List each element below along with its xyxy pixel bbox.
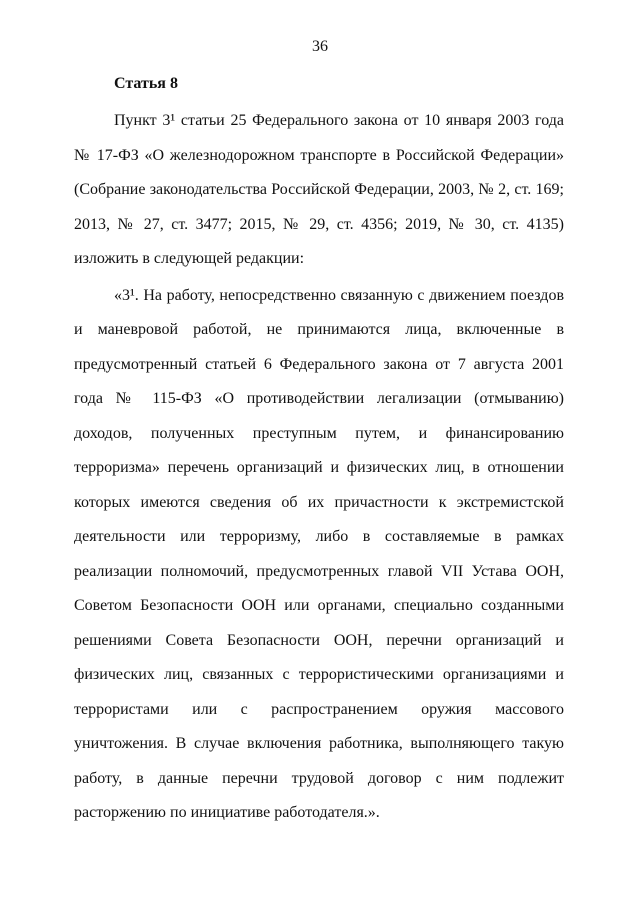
page-number: 36: [312, 38, 328, 55]
article-heading: Статья 8: [114, 75, 178, 92]
amendment-text-paragraph: «3¹. На работу, непосредственно связанную с движением поездов и маневровой работой, не принимаются лица, включенные в предусмотренный статьей 6 Федерального закона от 7 августа 2001 года № 115-ФЗ «О противодействии легализации (отмыванию) доходов, полученных преступным путем, и финансированию терроризма» перечень организаций и физических лиц, в отношении которых имеются сведения об их причастности к экстремистской деятельности или терроризму, либо в составляемые в рамках реализации полномочий, предусмотренных главой VII Устава ООН, Советом Безопасности ООН или органами, специально созданными решениями Совета Безопасности ООН, перечни организаций и физических лиц, связанных с террористическими организациями и террористами или с распространением оружия массового уничтожения. В случае включения работника, выполняющего такую работу, в данные перечни трудовой договор с ним подлежит расторжению по инициативе работодателя.».: [74, 286, 564, 821]
amendment-paragraph: Пункт 3¹ статьи 25 Федерального закона от 10 января 2003 года № 17-ФЗ «О железнодорожном транспорте в Российской Федерации» (Собрание законодательства Российской Федерации, 2003, № 2, ст. 169; 2013, № 27, ст. 3477; 2015, № 29, ст. 4356; 2019, № 30, ст. 4135) изложить в следующей редакции:: [74, 112, 564, 267]
article-body: [74, 104, 564, 831]
